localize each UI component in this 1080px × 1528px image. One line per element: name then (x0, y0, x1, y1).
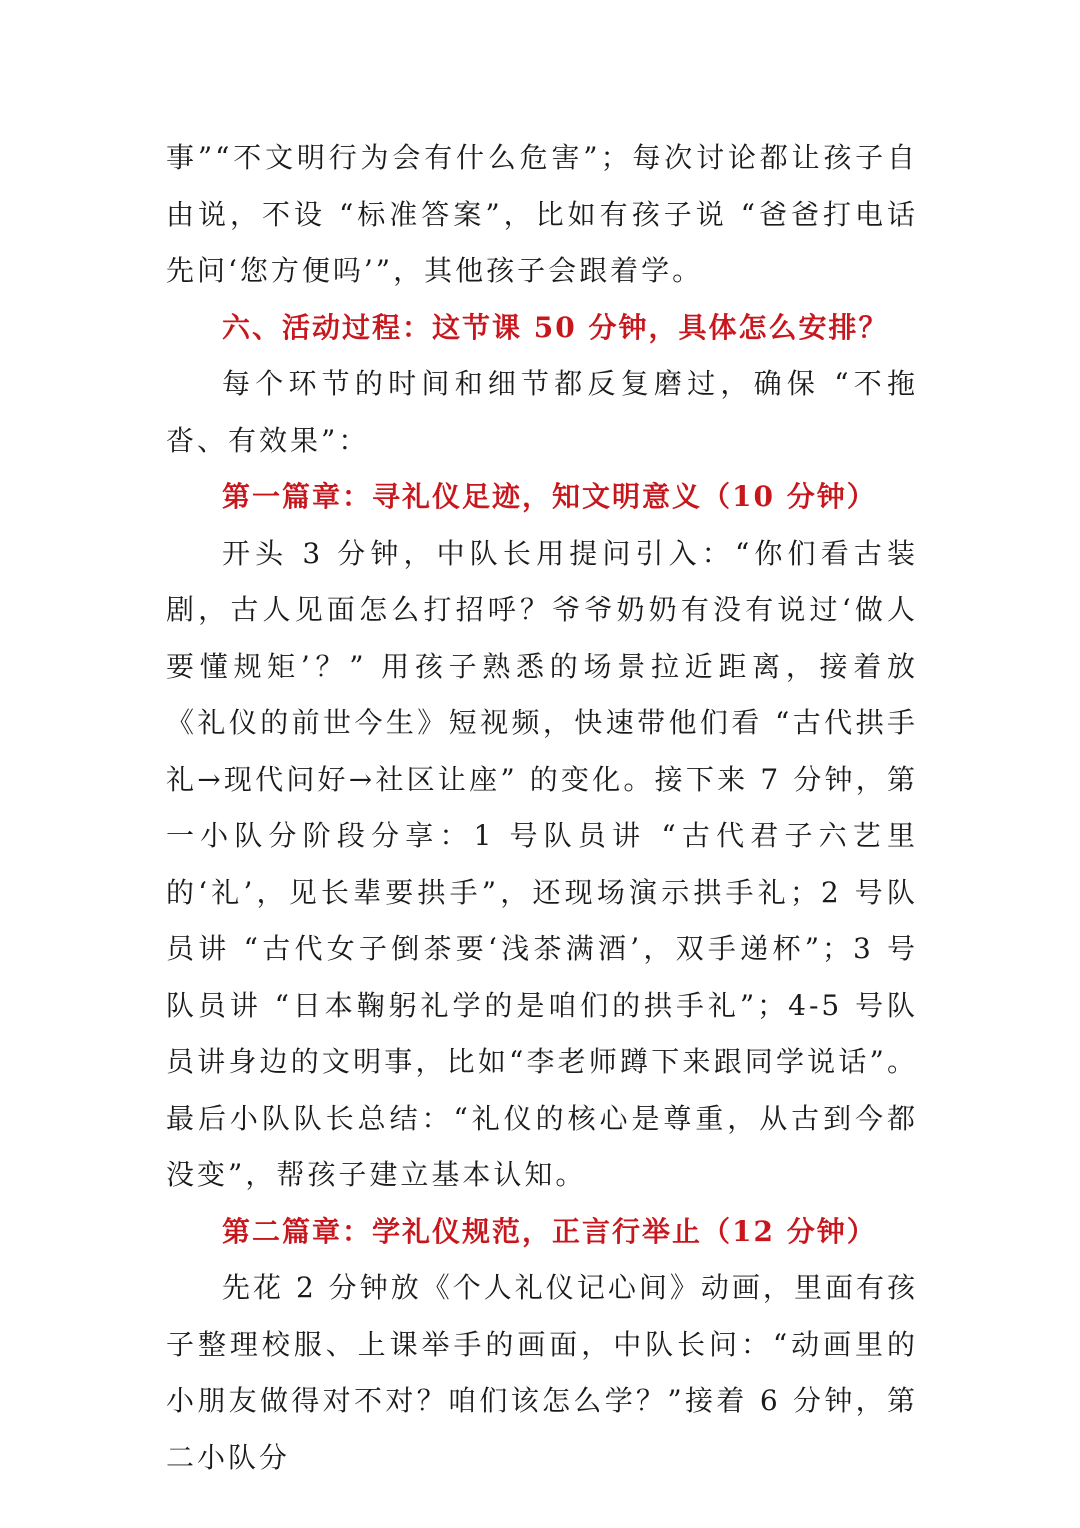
chapter-heading-one: 第一篇章：寻礼仪足迹，知文明意义（10 分钟） (222, 480, 877, 513)
document-page (166, 130, 918, 1486)
paragraph-intro: 每个环节的时间和细节都反复磨过，确保 “不拖沓、有效果”： (166, 367, 918, 457)
chapter-heading-two: 第二篇章：学礼仪规范，正言行举止（12 分钟） (222, 1214, 877, 1248)
paragraph-chapter-two: 先花 2 分钟放《个人礼仪记心间》动画，里面有孩子整理校服、上课举手的画面，中队长问：“动画里的小朋友做得对不对？咱们该怎么学？”接着 6 分钟，第二小队分 (166, 1271, 918, 1474)
section-heading-activity-process: 六、活动过程：这节课 50 分钟，具体怎么安排？ (222, 310, 889, 344)
paragraph-chapter-one: 开头 3 分钟，中队长用提问引入：“你们看古装剧，古人见面怎么打招呼？爷爷奶奶有没有说过‘做人要懂规矩’？” 用孩子熟悉的场景拉近距离，接着放《礼仪的前世今生》短视频，快速带他们看 “古代拱手礼→现代问好→社区让座” 的变化。接下来 7 分钟，第一小队分阶段分享：1 号队员讲 “古代君子六艺里的‘礼’，见长辈要拱手”，还现场演示拱手礼；2 号队员讲 “古代女子倒茶要‘浅茶满酒’，双手递杯”；3 号队员讲 “日本鞠躬礼学的是咱们的拱手礼”；4-5 号队员讲身边的文明事，比如“李老师蹲下来跟同学说话”。最后小队队长总结：“礼仪的核心是尊重，从古到今都没变”，帮孩子建立基本认知。 (166, 536, 918, 1191)
paragraph-discussion: 事”“不文明行为会有什么危害”；每次讨论都让孩子自由说，不设 “标准答案”，比如有孩子说 “爸爸打电话先问‘您方便吗’”，其他孩子会跟着学。 (166, 141, 918, 287)
